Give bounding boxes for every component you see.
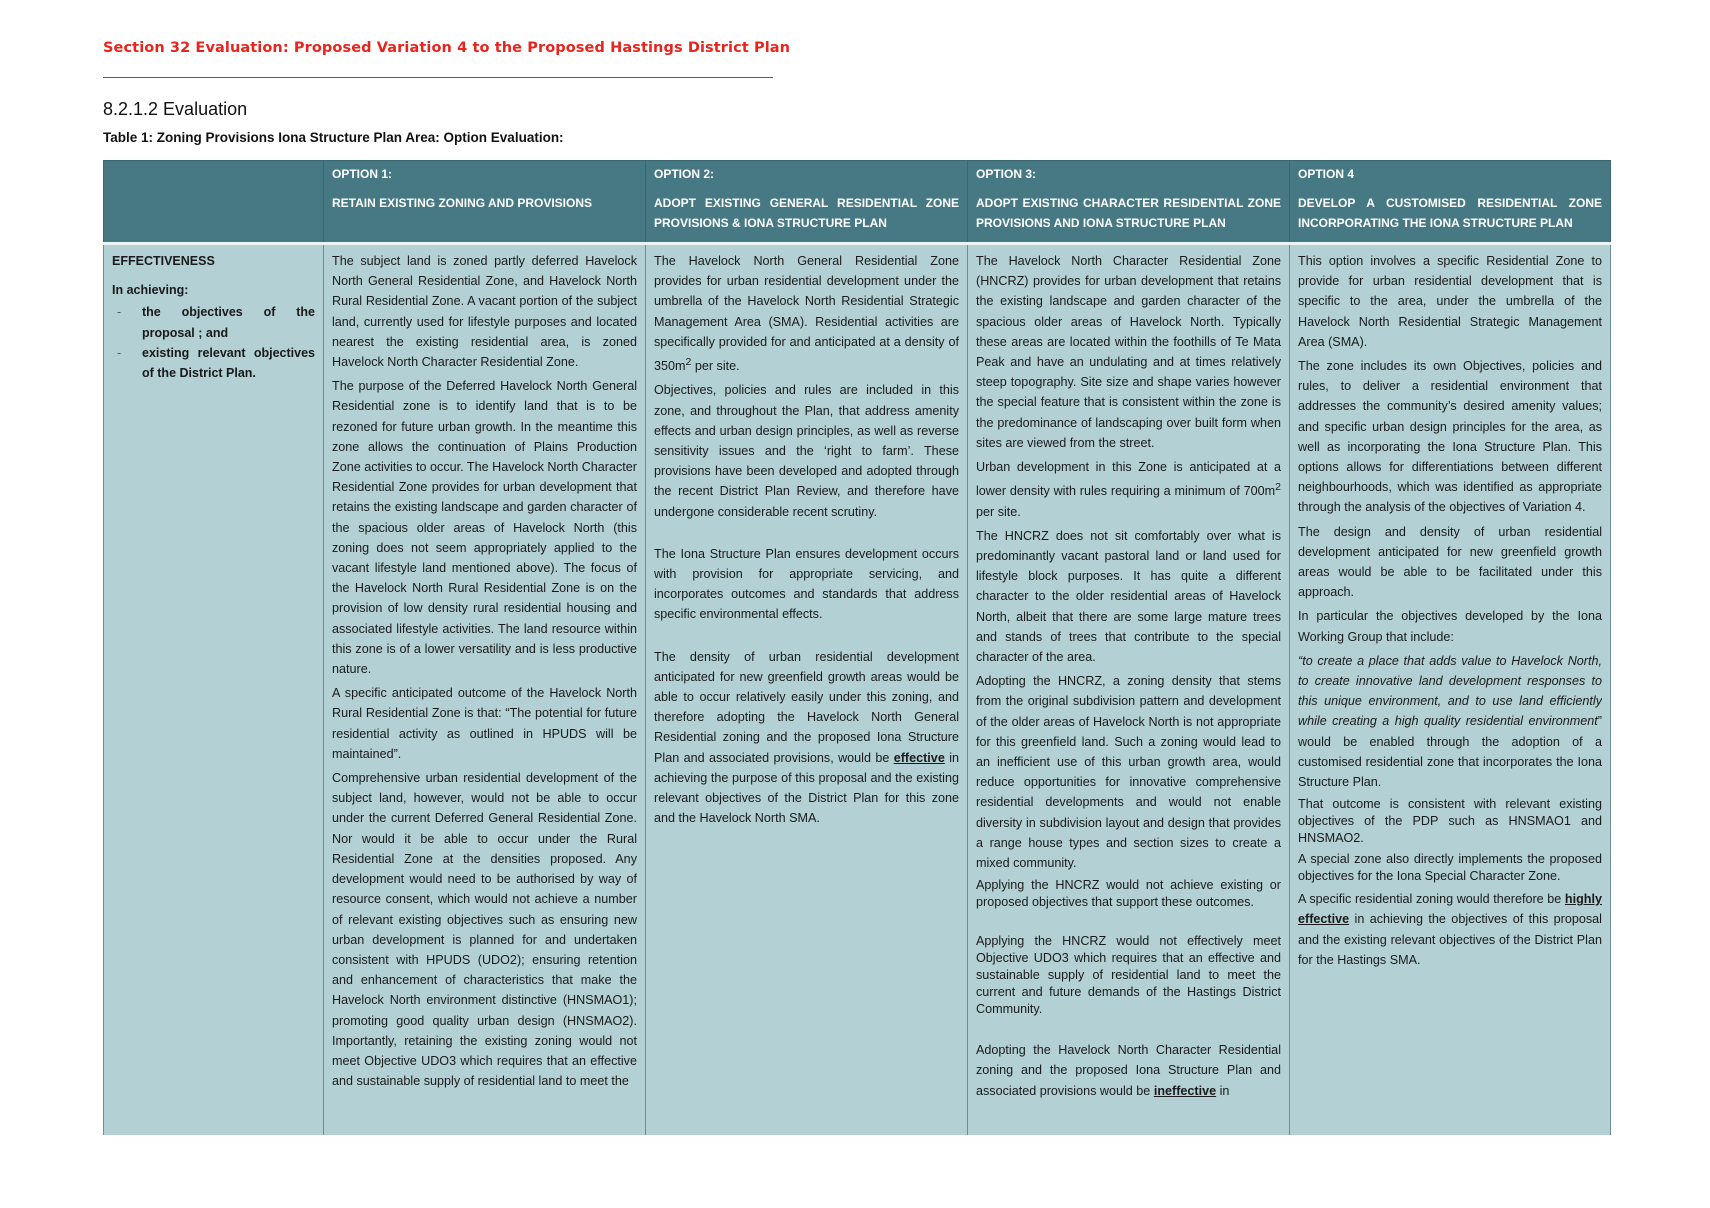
option-evaluation-table [103, 160, 1611, 1135]
option-title: ADOPT EXISTING CHARACTER RESIDENTIAL ZONE PROVISIONS AND IONA STRUCTURE PLAN [976, 196, 1281, 230]
paragraph: This option involves a specific Residential Zone to provide for urban residential development that is specific to the area, under the umbrella of the Havelock North Residential Strategic Management Area (SMA). [1298, 254, 1602, 349]
criterion-title: EFFECTIVENESS [112, 254, 215, 268]
paragraph: Applying the HNCRZ would not effectively meet Objective UDO3 which requires that an effective and sustainable supply of residential land to meet the current and future demands of the Hastings District Community. [976, 934, 1281, 1017]
criterion-list-item: - the objectives of the proposal ; and [112, 302, 315, 342]
paragraph: Adopting the HNCRZ, a zoning density that stems from the original subdivision pattern and development of the older areas of Havelock North is not appropriate for this greenfield land. Such a zoning would lead to an inefficient use of this urban growth area, would reduce opportunities for innovative comprehensive residential developments and would not enable diversity in subdivision layout and design that provides a range house types and section sizes to create a mixed community. [976, 674, 1281, 871]
paragraph: The subject land is zoned partly deferred Havelock North General Residential Zone, and Havelock North Rural Residential Zone. A vacant portion of the subject land, currently used for lifestyle purposes and located nearest the existing residential area, is zoned Havelock North Character Residential Zone. [332, 254, 637, 370]
option-2-cell [646, 244, 968, 1136]
effectiveness-rating: ineffective [1153, 1083, 1217, 1098]
paragraph: The Iona Structure Plan ensures development occurs with provision for appropriate servicing, and incorporates outcomes and standards that address specific environmental effects. [654, 546, 959, 622]
option-3-cell [968, 244, 1290, 1136]
paragraph: The density of urban residential development anticipated for new greenfield growth areas would be able to occur relatively easily under this zoning, and therefore adopting the Havelock North General Residential zoning and the proposed Iona Structure Plan and associated provisions, would be effective in achieving the purpose of this proposal and the existing relevant objectives of the District Plan for this zone and the Havelock North SMA. [654, 649, 959, 826]
paragraph: Objectives, policies and rules are included in this zone, and throughout the Plan, that address amenity effects and urban design principles, as well as reverse sensitivity issues and the ‘right to farm’. These provisions have been developed and adopted through the recent District Plan Review, and therefore have undergone considerable recent scrutiny. [654, 383, 959, 519]
paragraph: The Havelock North Character Residential Zone (HNCRZ) provides for urban development that retains the existing landscape and garden character of the spacious older areas of Havelock North. Typically these areas are located within the foothills of Te Mata Peak and have an undulating and at times relatively steep topography. Site size and shape varies however the special feature that is consistent within the zone is the predominance of landscaping over built form when sites are viewed from the street. [976, 254, 1281, 450]
running-header: Section 32 Evaluation: Proposed Variation 4 to the Proposed Hastings District Plan [103, 40, 791, 56]
paragraph: The HNCRZ does not sit comfortably over what is predominantly vacant pastoral land or land used for lifestyle block purposes. It has quite a different character to the older residential areas of Havelock North, albeit that there are some large mature trees and stands of trees that contribute to the special character of the area. [976, 528, 1281, 665]
paragraph: A special zone also directly implements the proposed objectives for the Iona Special Character Zone. [1298, 852, 1602, 884]
option-number: OPTION 1: [332, 167, 393, 181]
header-rule [103, 77, 773, 78]
paragraph: A specific residential zoning would therefore be highly effective in achieving the objectives of this proposal and the existing relevant objectives of the District Plan for the Hastings SMA. [1298, 892, 1602, 967]
header-option-1 [324, 161, 646, 244]
option-1-cell [324, 244, 646, 1136]
paragraph: The Havelock North General Residential Zone provides for urban residential development under the umbrella of the Havelock North Residential Strategic Management Area (SMA). Residential activities are specifically provided for and anticipated at a density of $350m^2$ per site. [654, 254, 959, 374]
paragraph: “to create a place that adds value to Havelock North, to create innovative land development responses to this unique environment, and to use land efficiently while creating a high quality residential environment” would be enabled through the adoption of a customised residential zone that incorporates the Iona Structure Plan. [1298, 653, 1602, 790]
criterion-list [112, 302, 315, 383]
option-title: DEVELOP A CUSTOMISED RESIDENTIAL ZONE INCORPORATING THE IONA STRUCTURE PLAN [1298, 196, 1602, 230]
criterion-cell [104, 244, 324, 1136]
header-option-3 [968, 161, 1290, 244]
option-4-cell [1290, 244, 1611, 1136]
option-title: ADOPT EXISTING GENERAL RESIDENTIAL ZONE PROVISIONS & IONA STRUCTURE PLAN [654, 196, 959, 230]
option-number: OPTION 2: [654, 167, 715, 181]
option-number: OPTION 4 [1298, 167, 1355, 181]
paragraph: That outcome is consistent with relevant existing objectives of the PDP such as HNSMAO1 and HNSMAO2. [1298, 797, 1602, 846]
paragraph: Adopting the Havelock North Character Residential zoning and the proposed Iona Structure Plan and associated provisions would be ineffective in [976, 1043, 1281, 1098]
paragraph: In particular the objectives developed by the Iona Working Group that include: [1298, 609, 1602, 644]
criterion-subtitle: In achieving: [112, 283, 189, 298]
option-title: RETAIN EXISTING ZONING AND PROVISIONS [332, 196, 593, 210]
paragraph: Comprehensive urban residential development of the subject land, however, would not be able to occur under the current Deferred General Residential Zone. Nor would it be able to occur under the Rural Residential Zone at the densities proposed. Any development would need to be authorised by way of resource consent, which would not achieve a number of relevant existing objectives such as ensuring new urban development is planned for and undertaken consistent with HPUDS (UDO2); ensuring retention and enhancement of characteristics that make the Havelock North environment distinctive (HNSMAO1); promoting good quality urban design (HNSMAO2). Importantly, retaining the existing zoning would not meet Objective UDO3 which requires that an effective and sustainable supply of residential land to meet the [332, 771, 637, 1089]
option-number: OPTION 3: [976, 167, 1037, 181]
paragraph: The design and density of urban residential development anticipated for new greenfield growth areas would be able to be facilitated under this approach. [1298, 524, 1602, 600]
effectiveness-row [104, 244, 1611, 1136]
section-heading: 8.2.1.2 Evaluation [103, 99, 248, 119]
paragraph: The zone includes its own Objectives, policies and rules, to deliver a residential environment that addresses the community’s desired amenity values; and specific urban design principles for the area, as well as incorporating the Iona Structure Plan. This options allows for differentiations between different neighbourhoods, which was identified as appropriate through the analysis of the objectives of Variation 4. [1298, 359, 1602, 515]
effectiveness-rating: highly effective [1298, 892, 1602, 927]
paragraph: The purpose of the Deferred Havelock North General Residential zone is to identify land that is to be rezoned for future urban growth. In the meantime this zone allows the continuation of Plains Production Zone activities to occur. The Havelock North Character Residential Zone provides for urban development that retains the existing landscape and garden character of the spacious older areas of Havelock North (this zoning does not seem appropriately applied to the vacant lifestyle land mentioned above). The focus of the Havelock North Rural Residential Zone is on the provision of low density rural residential housing and associated lifestyle activities. The land resource within this zone is of a lower versatility and is less productive nature. [332, 379, 637, 677]
table-header-row [104, 161, 1611, 244]
paragraph: Applying the HNCRZ would not achieve existing or proposed objectives that support these outcomes. [976, 878, 1281, 910]
quoted-objectives: “to create a place that adds value to Havelock North, to create innovative land development responses to this unique environment, and to use land efficiently while creating a high quality residential environment [1298, 653, 1602, 729]
header-option-4 [1290, 161, 1611, 244]
header-criterion-blank [104, 161, 324, 244]
paragraph: Urban development in this Zone is anticipated at a lower density with rules requiring a minimum of $700m^2$ per site. [976, 460, 1281, 519]
dash-bullet-icon: - [117, 345, 122, 360]
criterion-list-item: - existing relevant objectives of the District Plan. [112, 343, 315, 383]
header-option-2 [646, 161, 968, 244]
paragraph: A specific anticipated outcome of the Havelock North Rural Residential Zone is that: “The potential for future residential activity as outlined in HPUDS will be maintained”. [332, 686, 637, 761]
dash-bullet-icon: - [117, 305, 122, 320]
effectiveness-rating: effective [893, 750, 945, 765]
table-caption: Table 1: Zoning Provisions Iona Structure Plan Area: Option Evaluation: [103, 130, 564, 145]
